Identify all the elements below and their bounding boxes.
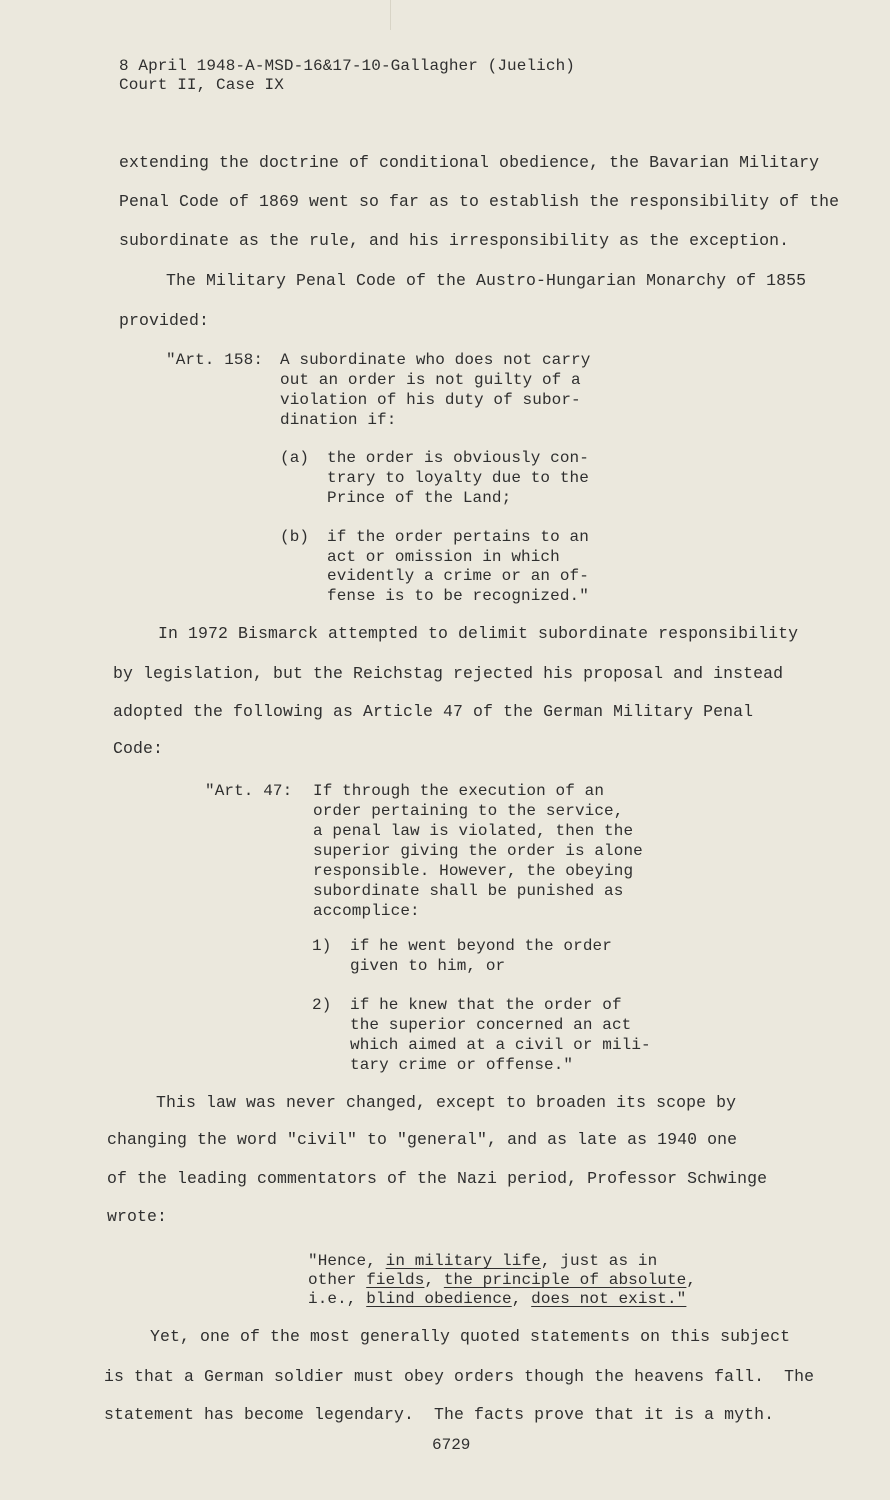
page-number: 6729 [432,1436,471,1454]
paragraph-line: Penal Code of 1869 went so far as to establish the responsibility of the [119,192,840,211]
paragraph-line: of the leading commentators of the Nazi period, Professor Schwinge [107,1169,768,1188]
paragraph-line: provided: [119,311,210,330]
paragraph-line: is that a German soldier must obey orders though the heavens fall. The [104,1367,815,1386]
quote-line: subordinate shall be punished as [313,882,624,900]
paragraph-line: This law was never changed, except to broaden its scope by [156,1093,737,1112]
quote-article-label: "Art. 47: [205,782,293,800]
paragraph-line: In 1972 Bismarck attempted to delimit subordinate responsibility [158,624,799,643]
quote-line: order pertaining to the service, [313,802,624,820]
quote-line: "Hence, in military life, just as in [308,1252,658,1270]
quote-item-label: (b) [280,528,310,546]
quote-line: If through the execution of an [313,782,605,800]
paragraph-line: by legislation, but the Reichstag rejected his proposal and instead [113,664,784,683]
quote-line: A subordinate who does not carry [280,351,591,369]
quote-item-line: evidently a crime or an of- [327,567,589,585]
quote-line: dination if: [280,411,397,429]
page-fold-mark [390,0,391,30]
quote-line: violation of his duty of subor- [280,391,581,409]
quote-item-line: the superior concerned an act [350,1016,632,1034]
quote-item-label: 1) [312,937,332,955]
paragraph-line: wrote: [107,1207,168,1226]
quote-item-line: if the order pertains to an [327,528,589,546]
quote-line: other fields, the principle of absolute, [308,1271,697,1289]
quote-item-line: fense is to be recognized." [327,587,589,605]
quote-item-line: which aimed at a civil or mili- [350,1036,651,1054]
paragraph-line: subordinate as the rule, and his irresponsibility as the exception. [119,231,790,250]
quote-line: out an order is not guilty of a [280,371,581,389]
paragraph-line: The Military Penal Code of the Austro-Hungarian Monarchy of 1855 [166,271,807,290]
quote-line: accomplice: [313,902,420,920]
quote-item-line: given to him, or [350,957,506,975]
paragraph-line: changing the word "civil" to "general", and as late as 1940 one [107,1130,738,1149]
paragraph-line: Code: [113,739,164,758]
header-line-2: Court II, Case IX [119,76,284,94]
quote-item-line: trary to loyalty due to the [327,469,589,487]
quote-line: responsible. However, the obeying [313,862,634,880]
quote-item-line: if he went beyond the order [350,937,612,955]
quote-line: a penal law is violated, then the [313,822,634,840]
quote-article-label: "Art. 158: [166,351,264,369]
quote-item-label: (a) [280,449,310,467]
paragraph-line: extending the doctrine of conditional obedience, the Bavarian Military [119,153,820,172]
header-line-1: 8 April 1948-A-MSD-16&17-10-Gallagher (Juelich) [119,57,575,75]
quote-item-line: the order is obviously con- [327,449,589,467]
quote-line: i.e., blind obedience, does not exist." [308,1290,687,1308]
quote-line: superior giving the order is alone [313,842,643,860]
quote-item-line: tary crime or offense." [350,1056,574,1074]
paragraph-line: statement has become legendary. The facts prove that it is a myth. [104,1405,775,1424]
quote-item-line: if he knew that the order of [350,996,622,1014]
paragraph-line: Yet, one of the most generally quoted statements on this subject [150,1327,791,1346]
quote-item-label: 2) [312,996,332,1014]
quote-item-line: Prince of the Land; [327,489,512,507]
quote-item-line: act or omission in which [327,548,560,566]
paragraph-line: adopted the following as Article 47 of the German Military Penal [113,702,754,721]
